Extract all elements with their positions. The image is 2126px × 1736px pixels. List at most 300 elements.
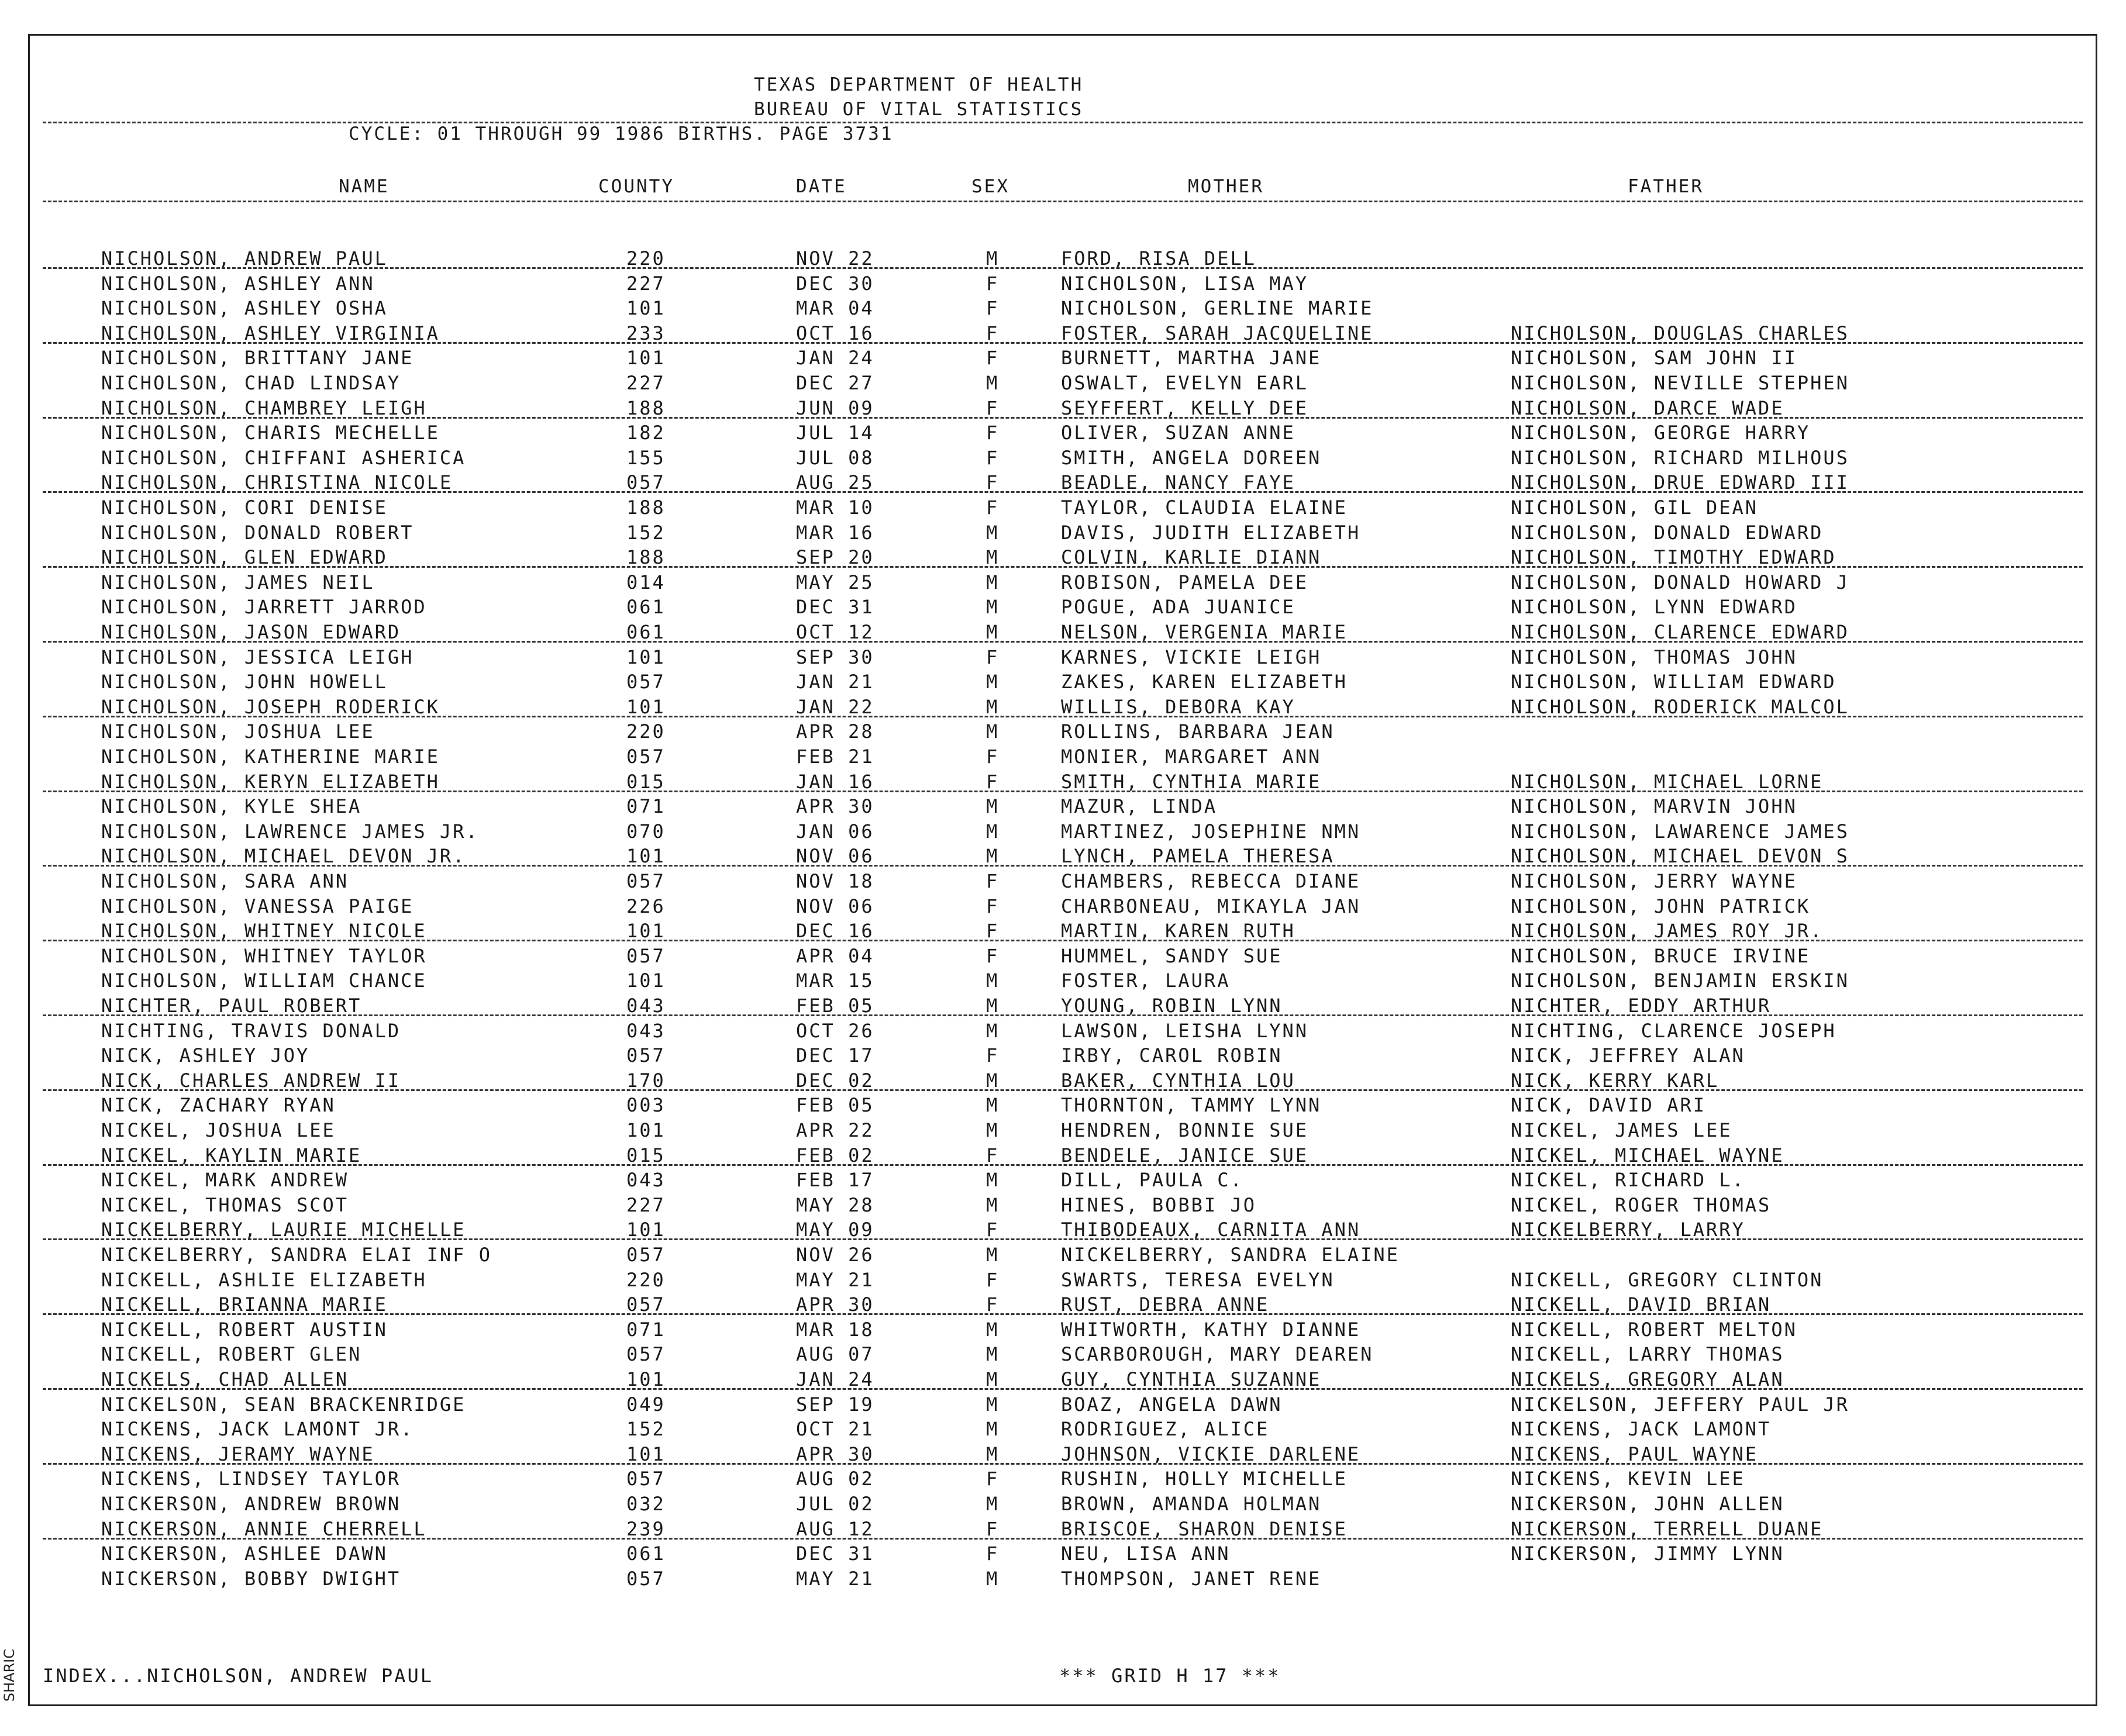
cell-county: 182 [626,422,666,444]
cell-sex: F [986,496,1000,519]
cell-father: NICKELL, ROBERT MELTON [1511,1318,1797,1341]
cell-father: NICHOLSON, LAWARENCE JAMES [1511,820,1849,843]
cell-sex: F [986,396,1000,419]
table-row [30,546,2096,571]
cell-name: NICHOLSON, ASHLEY VIRGINIA [101,322,440,344]
cell-mother: LYNCH, PAMELA THERESA [1061,845,1335,868]
cell-date: APR 30 [796,795,874,818]
cell-name: NICKELSON, SEAN BRACKENRIDGE [101,1393,466,1416]
cell-sex: M [986,1493,1000,1515]
cell-mother: RUSHIN, HOLLY MICHELLE [1061,1468,1348,1490]
cell-county: 101 [626,695,666,718]
cell-sex: M [986,1244,1000,1266]
cell-county: 101 [626,1442,666,1465]
cell-sex: M [986,720,1000,743]
cell-sex: M [986,571,1000,593]
cell-sex: M [986,1169,1000,1192]
cell-date: JAN 24 [796,1368,874,1390]
index-footer: INDEX...NICHOLSON, ANDREW PAUL [43,1665,433,1687]
cell-sex: M [986,1567,1000,1590]
cell-county: 101 [626,297,666,320]
table-row [30,596,2096,620]
cell-name: NICHOLSON, ASHLEY OSHA [101,297,388,320]
cell-name: NICHOLSON, KYLE SHEA [101,795,362,818]
cell-sex: M [986,1094,1000,1117]
cell-name: NICHOLSON, GLEN EDWARD [101,546,388,569]
column-header-rule [43,201,2083,202]
cell-date: DEC 30 [796,272,874,295]
table-row [30,471,2096,496]
col-header-mother: MOTHER [1188,176,1264,197]
cell-sex: F [986,1219,1000,1241]
cell-date: MAY 21 [796,1567,874,1590]
cell-county: 057 [626,870,666,892]
cell-mother: THOMPSON, JANET RENE [1061,1567,1322,1590]
cell-county: 188 [626,396,666,419]
cell-name: NICKELBERRY, SANDRA ELAI INF O [101,1244,492,1266]
cell-county: 061 [626,621,666,643]
cell-county: 101 [626,1119,666,1141]
cell-date: DEC 31 [796,596,874,619]
cell-county: 152 [626,1418,666,1441]
table-row [30,522,2096,546]
table-row [30,1368,2096,1393]
cell-mother: FORD, RISA DELL [1061,247,1256,270]
cell-father: NICHOLSON, BENJAMIN ERSKIN [1511,969,1849,992]
cell-date: OCT 21 [796,1418,874,1441]
cell-name: NICHOLSON, CHAD LINDSAY [101,372,401,394]
cell-name: NICKELL, ASHLIE ELIZABETH [101,1268,427,1291]
cell-mother: NICHOLSON, LISA MAY [1061,272,1309,295]
cell-county: 226 [626,895,666,917]
col-header-sex: SEX [971,176,1009,197]
cell-mother: POGUE, ADA JUANICE [1061,596,1295,619]
cell-name: NICK, ZACHARY RYAN [101,1094,336,1117]
cell-mother: BRISCOE, SHARON DENISE [1061,1517,1348,1540]
table-row [30,372,2096,396]
cell-father: NICKELL, DAVID BRIAN [1511,1293,1772,1316]
cell-name: NICHOLSON, JASON EDWARD [101,621,401,643]
cell-county: 057 [626,746,666,768]
table-row [30,447,2096,471]
cell-mother: ROBISON, PAMELA DEE [1061,571,1309,593]
agency-title: TEXAS DEPARTMENT OF HEALTH [754,74,1084,95]
cell-father: NICKELL, GREGORY CLINTON [1511,1268,1824,1291]
cell-date: MAY 09 [796,1219,874,1241]
table-row [30,322,2096,347]
cell-sex: F [986,347,1000,370]
cell-father: NICKENS, PAUL WAYNE [1511,1442,1759,1465]
col-header-county: COUNTY [598,176,674,197]
cell-name: NICHOLSON, LAWRENCE JAMES JR. [101,820,479,843]
cell-name: NICKEL, KAYLIN MARIE [101,1144,362,1166]
cell-sex: F [986,322,1000,344]
cell-father: NICKELL, LARRY THOMAS [1511,1343,1784,1366]
cell-county: 233 [626,322,666,344]
cell-name: NICKENS, JACK LAMONT JR. [101,1418,414,1441]
table-row [30,1169,2096,1193]
cell-father: NICHOLSON, RICHARD MILHOUS [1511,446,1849,469]
cell-name: NICK, ASHLEY JOY [101,1044,310,1067]
cell-name: NICHOLSON, JESSICA LEIGH [101,646,414,668]
table-row [30,1493,2096,1517]
cell-name: NICHOLSON, JOSEPH RODERICK [101,695,440,718]
cell-county: 071 [626,795,666,818]
cell-name: NICKEL, THOMAS SCOT [101,1193,349,1216]
table-row [30,1144,2096,1169]
cell-mother: WHITWORTH, KATHY DIANNE [1061,1318,1361,1341]
cell-name: NICHOLSON, KERYN ELIZABETH [101,770,440,793]
cell-sex: M [986,1193,1000,1216]
cell-sex: F [986,446,1000,469]
cell-mother: YOUNG, ROBIN LYNN [1061,995,1283,1017]
cell-sex: M [986,521,1000,544]
cell-sex: F [986,1144,1000,1166]
table-row [30,1443,2096,1468]
table-row [30,870,2096,895]
cell-sex: F [986,1517,1000,1540]
cell-mother: RUST, DEBRA ANNE [1061,1293,1270,1316]
cell-father: NICKENS, JACK LAMONT [1511,1418,1772,1441]
cell-father: NICHTER, EDDY ARTHUR [1511,995,1772,1017]
cell-father: NICKELBERRY, LARRY [1511,1219,1745,1241]
cell-county: 101 [626,969,666,992]
table-row [30,1020,2096,1044]
cell-name: NICHOLSON, WHITNEY NICOLE [101,920,427,943]
cell-father: NICHOLSON, MICHAEL LORNE [1511,770,1824,793]
cell-county: 014 [626,571,666,593]
cell-date: FEB 21 [796,746,874,768]
cell-sex: M [986,969,1000,992]
side-stamp-text: SHARIC [1,1649,18,1702]
table-row [30,995,2096,1019]
cell-sex: F [986,1268,1000,1291]
cell-father: NICHOLSON, NEVILLE STEPHEN [1511,372,1849,394]
cell-county: 101 [626,1368,666,1390]
cell-mother: MARTIN, KAREN RUTH [1061,920,1295,943]
table-row [30,646,2096,671]
cell-name: NICHOLSON, WILLIAM CHANCE [101,969,427,992]
cell-county: 227 [626,372,666,394]
cell-date: FEB 05 [796,1094,874,1117]
cell-father: NICHOLSON, DRUE EDWARD III [1511,471,1849,494]
cell-sex: M [986,1368,1000,1390]
cell-name: NICHOLSON, SARA ANN [101,870,349,892]
table-row [30,397,2096,422]
cell-name: NICHOLSON, CHRISTINA NICOLE [101,471,453,494]
cell-date: MAR 16 [796,521,874,544]
cell-mother: SMITH, ANGELA DOREEN [1061,446,1322,469]
cell-father: NICKELSON, JEFFERY PAUL JR [1511,1393,1849,1416]
cell-county: 101 [626,347,666,370]
cell-sex: M [986,1069,1000,1092]
cell-sex: M [986,1393,1000,1416]
cell-county: 155 [626,446,666,469]
cell-mother: MAZUR, LINDA [1061,795,1218,818]
col-header-date: DATE [796,176,847,197]
cell-date: SEP 30 [796,646,874,668]
cell-mother: MONIER, MARGARET ANN [1061,746,1322,768]
cell-mother: SEYFFERT, KELLY DEE [1061,396,1309,419]
cell-mother: THORNTON, TAMMY LYNN [1061,1094,1322,1117]
cell-father: NICHOLSON, CLARENCE EDWARD [1511,621,1849,643]
cell-county: 043 [626,995,666,1017]
cell-county: 188 [626,546,666,569]
cell-father: NICKEL, ROGER THOMAS [1511,1193,1772,1216]
cell-name: NICKERSON, BOBBY DWIGHT [101,1567,401,1590]
cell-father: NICHOLSON, DOUGLAS CHARLES [1511,322,1849,344]
cell-date: DEC 31 [796,1542,874,1565]
cell-sex: F [986,422,1000,444]
cell-date: JUL 08 [796,446,874,469]
cell-mother: CHAMBERS, REBECCA DIANE [1061,870,1361,892]
cell-date: SEP 20 [796,546,874,569]
cell-name: NICKEL, JOSHUA LEE [101,1119,336,1141]
cell-mother: BEADLE, NANCY FAYE [1061,471,1295,494]
cell-county: 220 [626,247,666,270]
cell-name: NICHOLSON, CHIFFANI ASHERICA [101,446,466,469]
cell-date: APR 30 [796,1293,874,1316]
cell-mother: FOSTER, SARAH JACQUELINE [1061,322,1374,344]
cell-father: NICHOLSON, LYNN EDWARD [1511,596,1797,619]
cell-county: 057 [626,1567,666,1590]
cell-county: 049 [626,1393,666,1416]
cell-father: NICHTING, CLARENCE JOSEPH [1511,1019,1836,1042]
table-row [30,671,2096,695]
table-row [30,795,2096,820]
cell-date: JAN 06 [796,820,874,843]
table-row [30,1542,2096,1567]
cell-mother: DILL, PAULA C. [1061,1169,1243,1192]
cell-father: NICHOLSON, RODERICK MALCOL [1511,695,1849,718]
cell-date: OCT 26 [796,1019,874,1042]
cell-date: APR 28 [796,720,874,743]
cell-mother: DAVIS, JUDITH ELIZABETH [1061,521,1361,544]
cell-county: 032 [626,1493,666,1515]
cell-mother: KARNES, VICKIE LEIGH [1061,646,1322,668]
cell-mother: SWARTS, TERESA EVELYN [1061,1268,1335,1291]
cell-mother: MARTINEZ, JOSEPHINE NMN [1061,820,1361,843]
cell-father: NICK, DAVID ARI [1511,1094,1706,1117]
cell-date: MAR 10 [796,496,874,519]
cell-county: 043 [626,1019,666,1042]
cell-county: 061 [626,1542,666,1565]
cell-mother: HINES, BOBBI JO [1061,1193,1256,1216]
cell-sex: M [986,621,1000,643]
cell-mother: COLVIN, KARLIE DIANN [1061,546,1322,569]
table-row [30,1293,2096,1318]
cell-name: NICHOLSON, VANESSA PAIGE [101,895,414,917]
cell-sex: F [986,1542,1000,1565]
cell-sex: F [986,770,1000,793]
cell-county: 057 [626,944,666,967]
cycle-line: CYCLE: 01 THROUGH 99 1986 BIRTHS. PAGE 3731 [349,123,894,144]
cell-date: AUG 25 [796,471,874,494]
cell-mother: IRBY, CAROL ROBIN [1061,1044,1283,1067]
cell-county: 101 [626,646,666,668]
cell-father: NICHOLSON, TIMOTHY EDWARD [1511,546,1836,569]
table-row [30,720,2096,745]
cell-county: 003 [626,1094,666,1117]
cell-date: MAY 25 [796,571,874,593]
cell-county: 015 [626,770,666,793]
cell-father: NICHOLSON, DONALD EDWARD [1511,521,1824,544]
cell-father: NICHOLSON, THOMAS JOHN [1511,646,1797,668]
table-row [30,1343,2096,1368]
table-row [30,1094,2096,1119]
cell-name: NICKENS, JERAMY WAYNE [101,1442,375,1465]
cell-sex: M [986,1442,1000,1465]
table-row [30,845,2096,869]
table-row [30,272,2096,297]
cell-date: FEB 02 [796,1144,874,1166]
cell-father: NICKELS, GREGORY ALAN [1511,1368,1784,1390]
cell-mother: BAKER, CYNTHIA LOU [1061,1069,1295,1092]
cell-county: 061 [626,596,666,619]
cell-sex: F [986,895,1000,917]
cell-mother: RODRIGUEZ, ALICE [1061,1418,1270,1441]
table-row [30,1418,2096,1442]
cell-sex: M [986,1418,1000,1441]
grid-footer: *** GRID H 17 *** [1059,1665,1281,1687]
cell-mother: SCARBOROUGH, MARY DEAREN [1061,1343,1374,1366]
table-row [30,895,2096,920]
cell-date: AUG 07 [796,1343,874,1366]
cell-sex: F [986,1468,1000,1490]
table-row [30,1244,2096,1268]
table-row [30,1468,2096,1492]
cell-mother: NELSON, VERGENIA MARIE [1061,621,1348,643]
cell-sex: M [986,596,1000,619]
cell-county: 220 [626,1268,666,1291]
cell-name: NICHOLSON, BRITTANY JANE [101,347,414,370]
cell-father: NICKERSON, JOHN ALLEN [1511,1493,1784,1515]
cell-mother: ROLLINS, BARBARA JEAN [1061,720,1335,743]
cell-date: DEC 17 [796,1044,874,1067]
cell-date: NOV 06 [796,895,874,917]
cell-father: NICK, JEFFREY ALAN [1511,1044,1745,1067]
cell-father: NICKERSON, JIMMY LYNN [1511,1542,1784,1565]
cell-mother: HUMMEL, SANDY SUE [1061,944,1283,967]
cell-name: NICHOLSON, WHITNEY TAYLOR [101,944,427,967]
cell-father: NICHOLSON, GEORGE HARRY [1511,422,1811,444]
table-row [30,1194,2096,1219]
side-stamp [1,1649,25,1713]
cell-name: NICHTER, PAUL ROBERT [101,995,362,1017]
cell-name: NICKELL, ROBERT GLEN [101,1343,362,1366]
table-row [30,771,2096,795]
table-row [30,422,2096,446]
cell-mother: BURNETT, MARTHA JANE [1061,347,1322,370]
cell-date: NOV 06 [796,845,874,868]
cell-date: APR 30 [796,1442,874,1465]
cell-father: NICHOLSON, DONALD HOWARD J [1511,571,1849,593]
cell-county: 170 [626,1069,666,1092]
document-page [28,34,2097,1706]
cell-county: 188 [626,496,666,519]
cell-county: 227 [626,272,666,295]
cell-name: NICHOLSON, JOHN HOWELL [101,671,388,693]
cell-county: 239 [626,1517,666,1540]
table-row [30,820,2096,845]
table-row [30,621,2096,646]
cell-mother: WILLIS, DEBORA KAY [1061,695,1295,718]
table-row [30,920,2096,944]
cell-date: DEC 16 [796,920,874,943]
cell-sex: F [986,646,1000,668]
table-row [30,1518,2096,1542]
cell-sex: F [986,272,1000,295]
cell-name: NICHOLSON, MICHAEL DEVON JR. [101,845,466,868]
cell-date: AUG 02 [796,1468,874,1490]
cell-name: NICKELL, BRIANNA MARIE [101,1293,388,1316]
table-row [30,1219,2096,1243]
cell-father: NICHOLSON, MICHAEL DEVON S [1511,845,1849,868]
cell-sex: F [986,1044,1000,1067]
cell-mother: SMITH, CYNTHIA MARIE [1061,770,1322,793]
cell-date: OCT 16 [796,322,874,344]
cell-sex: M [986,372,1000,394]
cell-name: NICHOLSON, JAMES NEIL [101,571,375,593]
cell-father: NICKEL, JAMES LEE [1511,1119,1732,1141]
cell-date: SEP 19 [796,1393,874,1416]
cell-county: 220 [626,720,666,743]
cell-mother: CHARBONEAU, MIKAYLA JAN [1061,895,1361,917]
cell-father: NICHOLSON, DARCE WADE [1511,396,1784,419]
cell-father: NICHOLSON, JOHN PATRICK [1511,895,1811,917]
cell-date: MAR 18 [796,1318,874,1341]
bureau-title: BUREAU OF VITAL STATISTICS [754,99,1084,120]
cell-sex: M [986,1119,1000,1141]
table-row [30,1044,2096,1069]
cell-county: 101 [626,845,666,868]
cell-father: NICKERSON, TERRELL DUANE [1511,1517,1824,1540]
cell-date: NOV 26 [796,1244,874,1266]
cell-mother: BOAZ, ANGELA DAWN [1061,1393,1283,1416]
cell-mother: LAWSON, LEISHA LYNN [1061,1019,1309,1042]
table-row [30,1568,2096,1592]
cell-name: NICKEL, MARK ANDREW [101,1169,349,1192]
cell-mother: NEU, LISA ANN [1061,1542,1231,1565]
cell-mother: BROWN, AMANDA HOLMAN [1061,1493,1322,1515]
table-row [30,696,2096,720]
cell-date: JUL 14 [796,422,874,444]
table-row [30,347,2096,371]
cell-name: NICHOLSON, JOSHUA LEE [101,720,375,743]
cell-date: APR 04 [796,944,874,967]
cell-date: JAN 16 [796,770,874,793]
cell-sex: M [986,247,1000,270]
cell-county: 057 [626,471,666,494]
cell-father: NICHOLSON, GIL DEAN [1511,496,1759,519]
cell-date: OCT 12 [796,621,874,643]
cell-date: AUG 12 [796,1517,874,1540]
cell-mother: NICHOLSON, GERLINE MARIE [1061,297,1374,320]
cell-mother: THIBODEAUX, CARNITA ANN [1061,1219,1361,1241]
cell-sex: M [986,671,1000,693]
cell-name: NICKENS, LINDSEY TAYLOR [101,1468,401,1490]
cell-father: NICK, KERRY KARL [1511,1069,1720,1092]
cell-father: NICHOLSON, MARVIN JOHN [1511,795,1797,818]
cell-name: NICHOLSON, ANDREW PAUL [101,247,388,270]
cell-date: JAN 21 [796,671,874,693]
cell-county: 057 [626,1343,666,1366]
table-row [30,571,2096,596]
cell-county: 057 [626,1044,666,1067]
cell-father: NICHOLSON, JAMES ROY JR. [1511,920,1824,943]
cell-mother: BENDELE, JANICE SUE [1061,1144,1309,1166]
cell-sex: M [986,1318,1000,1341]
